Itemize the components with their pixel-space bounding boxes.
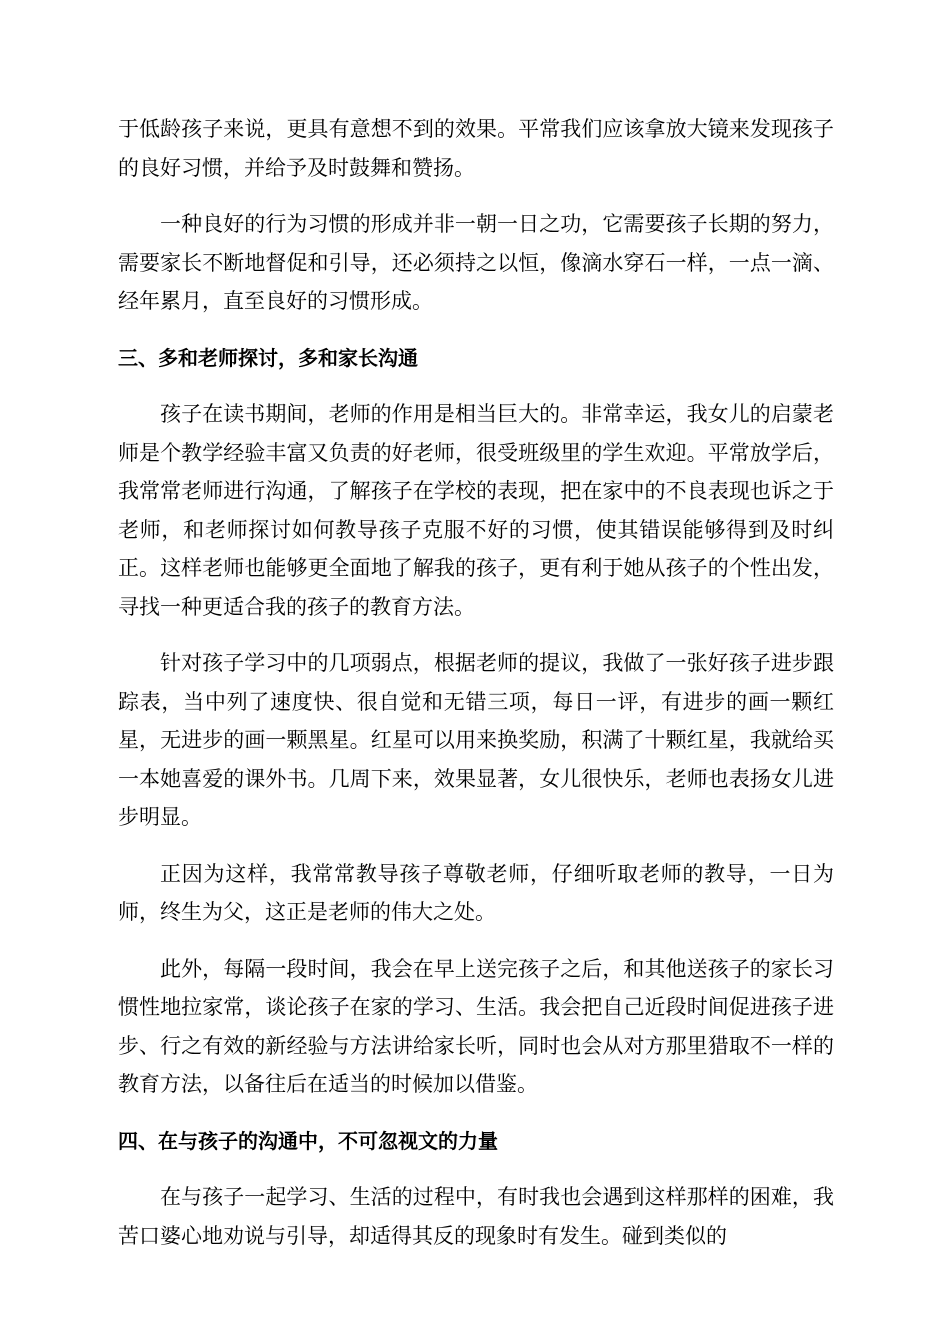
paragraph-4: 针对孩子学习中的几项弱点，根据老师的提议，我做了一张好孩子进步跟踪表，当中列了速度快、很自觉和无错三项，每日一评，有进步的画一颗红星，无进步的画一颗黑星。红星可以用来换奖励，积满了十颗红星，我就给买一本她喜爱的课外书。几周下来，效果显著，女儿很快乐，老师也表扬女儿进步明显。 <box>118 651 834 829</box>
section-heading-4: 四、在与孩子的沟通中，不可忽视文的力量 <box>118 1128 498 1153</box>
paragraph-1: 于低龄孩子来说，更具有意想不到的效果。平常我们应该拿放大镜来发现孩子的良好习惯，并给予及时鼓舞和赞扬。 <box>118 117 834 180</box>
paragraph-2: 一种良好的行为习惯的形成并非一朝一日之功，它需要孩子长期的努力，需要家长不断地督促和引导，还必须持之以恒，像滴水穿石一样，一点一滴、经年累月，直至良好的习惯形成。 <box>118 212 834 313</box>
paragraph-7: 在与孩子一起学习、生活的过程中，有时我也会遇到这样那样的困难，我苦口婆心地劝说与引导，却适得其反的现象时有发生。碰到类似的 <box>118 1185 834 1248</box>
paragraph-5: 正因为这样，我常常教导孩子尊敬老师，仔细听取老师的教导，一日为师，终生为父，这正是老师的伟大之处。 <box>118 861 834 924</box>
paragraph-6: 此外，每隔一段时间，我会在早上送完孩子之后，和其他送孩子的家长习惯性地拉家常，谈论孩子在家的学习、生活。我会把自己近段时间促进孩子进步、行之有效的新经验与方法讲给家长听，同时也会从对方那里猎取不一样的教育方法，以备往后在适当的时候加以借鉴。 <box>118 956 834 1096</box>
paragraph-3: 孩子在读书期间，老师的作用是相当巨大的。非常幸运，我女儿的启蒙老师是个教学经验丰富又负责的好老师，很受班级里的学生欢迎。平常放学后，我常常老师进行沟通，了解孩子在学校的表现，把在家中的不良表现也诉之于老师，和老师探讨如何教导孩子克服不好的习惯，使其错误能够得到及时纠正。这样老师也能够更全面地了解我的孩子，更有利于她从孩子的个性出发，寻找一种更适合我的孩子的教育方法。 <box>118 402 834 619</box>
section-heading-3: 三、多和老师探讨，多和家长沟通 <box>118 345 418 370</box>
document-body <box>118 110 834 1273</box>
